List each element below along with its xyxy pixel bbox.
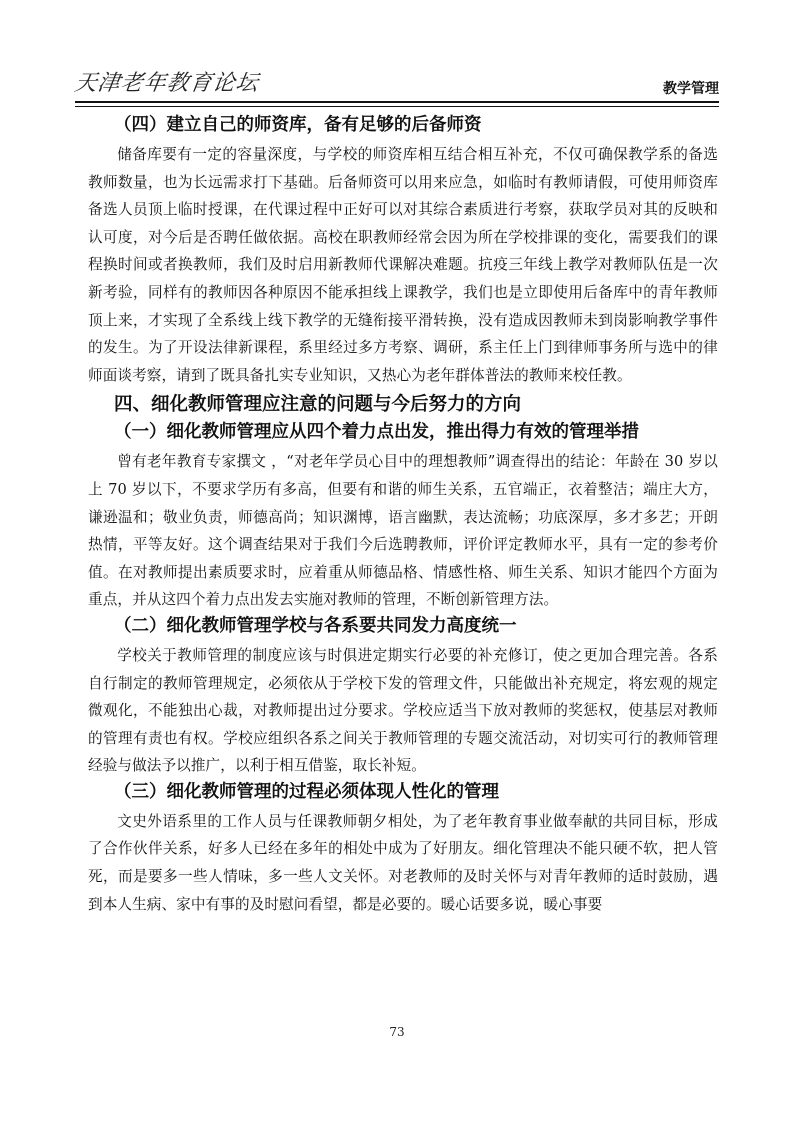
paragraph-school-departments: 学校关于教师管理的制度应该与时俱进定期实行必要的补充修订，使之更加合理完善。各系自行制定的教师管理规定，必须依从于学校下发的管理文件，只能做出补充规定，将宏观的规定微观化，不能独出心裁，对教师提出过分要求。学校应适当下放对教师的奖惩权，使基层对教师的管理有责也有权。学校应组织各系之间关于教师管理的专题交流活动，对切实可行的教师管理经验与做法予以推广，以利于相互借鉴，取长补短。 bbox=[88, 646, 718, 775]
section-name: 教学管理 bbox=[663, 81, 719, 97]
page-header bbox=[72, 62, 719, 102]
header-rule-thick bbox=[75, 101, 719, 103]
section-heading-4: 四、细化教师管理应注意的问题与今后努力的方向 bbox=[114, 394, 522, 416]
paragraph-humanized-management: 文史外语系里的工作人员与任课教师朝夕相处，为了老年教育事业做奉献的共同目标，形成了合作伙伴关系，好多人已经在多年的相处中成为了好朋友。细化管理决不能只硬不软，把人管死，而是要多一些人情味，多一些人文关怀。对老教师的及时关怀与对青年教师的适时鼓励，遇到本人生病、家中有事的及时慰问看望，都是必要的。暖心话要多说，暖心事要 bbox=[88, 812, 718, 913]
paragraph-ideal-teacher: 曾有老年教育专家撰文 ，“对老年学员心目中的理想教师”调查得出的结论：年龄在 30 岁以上 70 岁以下，不要求学历有多高，但要有和谐的师生关系，五官端正，衣着整洁；端庄大方，谦逊温和；敬业负责，师德高尚；知识渊博，语言幽默，表达流畅；功底深厚，多才多艺；开朗热情，平等友好。这个调查结果对于我们今后选聘教师，评价评定教师水平，具有一定的参考价值。在对教师提出素质要求时，应着重从师德品格、情感性格、师生关系、知识才能四个方面为重点，并从这四个着力点出发去实施对教师的管理，不断创新管理方法。 bbox=[88, 453, 718, 609]
header-rule-thin bbox=[75, 106, 719, 107]
page-body bbox=[88, 113, 718, 918]
subsection-heading-3: （三）细化教师管理的过程必须体现人性化的管理 bbox=[114, 781, 499, 802]
subsection-heading-1: （一）细化教师管理应从四个着力点出发，推出得力有效的管理举措 bbox=[114, 422, 639, 443]
journal-logo: 天津老年教育论坛 bbox=[72, 71, 261, 96]
subsection-heading-2: （二）细化教师管理学校与各系要共同发力高度统一 bbox=[114, 615, 517, 636]
paragraph-reserve-pool: 储备库要有一定的容量深度，与学校的师资库相互结合相互补充，不仅可确保教学系的备选教师数量，也为长远需求打下基础。后备师资可以用来应急，如临时有教师请假，可使用师资库备选人员顶上临时授课，在代课过程中正好可以对其综合素质进行考察，获取学员对其的反映和认可度，对今后是否聘任做依据。高校在职教师经常会因为所在学校排课的变化，需要我们的课程换时间或者换教师，我们及时启用新教师代课解决难题。抗疫三年线上教学对教师队伍是一次新考验，同样有的教师因各种原因不能承担线上课教学，我们也是立即使用后备库中的青年教师顶上来，才实现了全系线上线下教学的无缝衔接平滑转换，没有造成因教师未到岗影响教学事件的发生。为了开设法律新课程，系里经过多方考察、调研，系主任上门到律师事务所与选中的律师面谈考察，请到了既具备扎实专业知识，又热心为老年群体普法的教师来校任教。 bbox=[88, 146, 718, 384]
page-number: 73 bbox=[389, 1025, 405, 1039]
subsection-heading-4: （四）建立自己的师资库，备有足够的后备师资 bbox=[114, 115, 482, 135]
